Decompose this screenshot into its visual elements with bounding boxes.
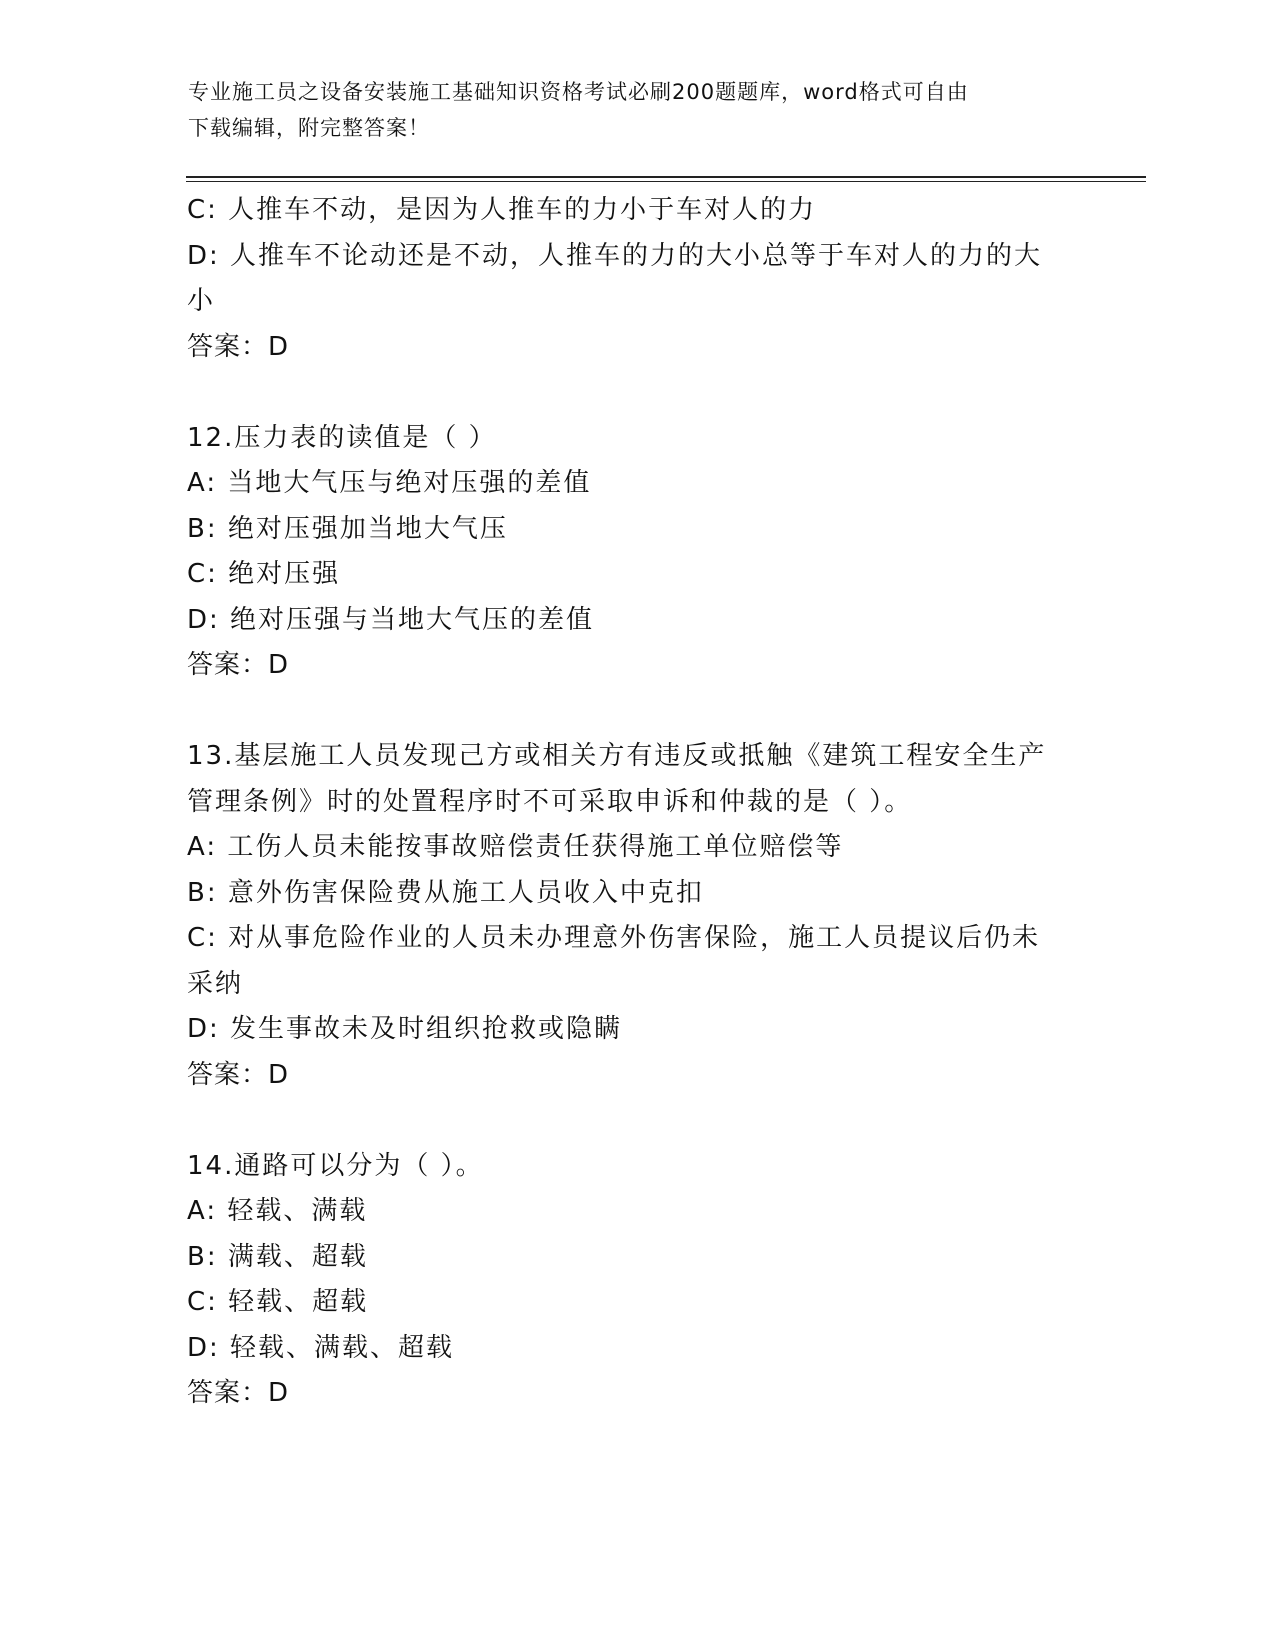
q14-option-b: B: 满载、超载	[187, 1241, 368, 1272]
q11-option-c: C: 人推车不动，是因为人推车的力小于车对人的力	[187, 195, 817, 225]
header-divider-thick	[186, 176, 1146, 178]
spacer	[187, 370, 1087, 416]
q11-option-d-line-1: D: 人推车不论动还是不动，人推车的力的大小总等于车对人的力的大	[187, 240, 1043, 271]
q12-stem: 12.压力表的读值是（ ）	[187, 422, 497, 453]
q11-option-d-line-2: 小	[187, 286, 216, 316]
q13-option-d: D: 发生事故未及时组织抢救或隐瞒	[187, 1014, 623, 1044]
q12-option-c: C: 绝对压强	[187, 559, 341, 589]
question-11-tail	[187, 188, 1087, 370]
q13-option-a: A: 工伤人员未能按事故赔偿责任获得施工单位赔偿等	[187, 832, 844, 862]
q12-answer: 答案：D	[187, 650, 290, 680]
q14-option-a: A: 轻载、满载	[187, 1196, 368, 1226]
question-14	[187, 1144, 1087, 1417]
q12-option-b: B: 绝对压强加当地大气压	[187, 513, 508, 544]
q13-option-c-line-2: 采纳	[187, 968, 244, 999]
q13-stem-line-2: 管理条例》时的处置程序时不可采取申诉和仲裁的是（ ）。	[187, 786, 913, 817]
q14-option-c: C: 轻载、超载	[187, 1287, 369, 1317]
header-divider-thin	[186, 181, 1146, 182]
question-13	[187, 734, 1087, 1098]
q11-answer: 答案：D	[187, 331, 290, 362]
q13-option-c-line-1: C: 对从事危险作业的人员未办理意外伤害保险，施工人员提议后仍未	[187, 923, 1041, 953]
q14-answer: 答案：D	[187, 1378, 290, 1408]
q14-stem: 14.通路可以分为（ ）。	[187, 1150, 484, 1181]
header-title-line-2: 下载编辑，附完整答案！	[188, 116, 430, 140]
header-title-line-1: 专业施工员之设备安装施工基础知识资格考试必刷200题题库，word格式可自由	[188, 80, 969, 104]
q12-option-a: A: 当地大气压与绝对压强的差值	[187, 468, 592, 498]
spacer	[187, 689, 1087, 735]
spacer	[187, 1098, 1087, 1144]
question-12	[187, 416, 1087, 689]
q13-stem-line-1: 13.基层施工人员发现己方或相关方有违反或抵触《建筑工程安全生产	[187, 741, 1047, 771]
q14-option-d: D: 轻载、满载、超载	[187, 1332, 455, 1363]
q13-answer: 答案：D	[187, 1059, 290, 1090]
q12-option-d: D: 绝对压强与当地大气压的差值	[187, 604, 595, 635]
q13-option-b: B: 意外伤害保险费从施工人员收入中克扣	[187, 877, 704, 908]
document-header	[188, 74, 1088, 146]
question-list	[187, 188, 1087, 1417]
